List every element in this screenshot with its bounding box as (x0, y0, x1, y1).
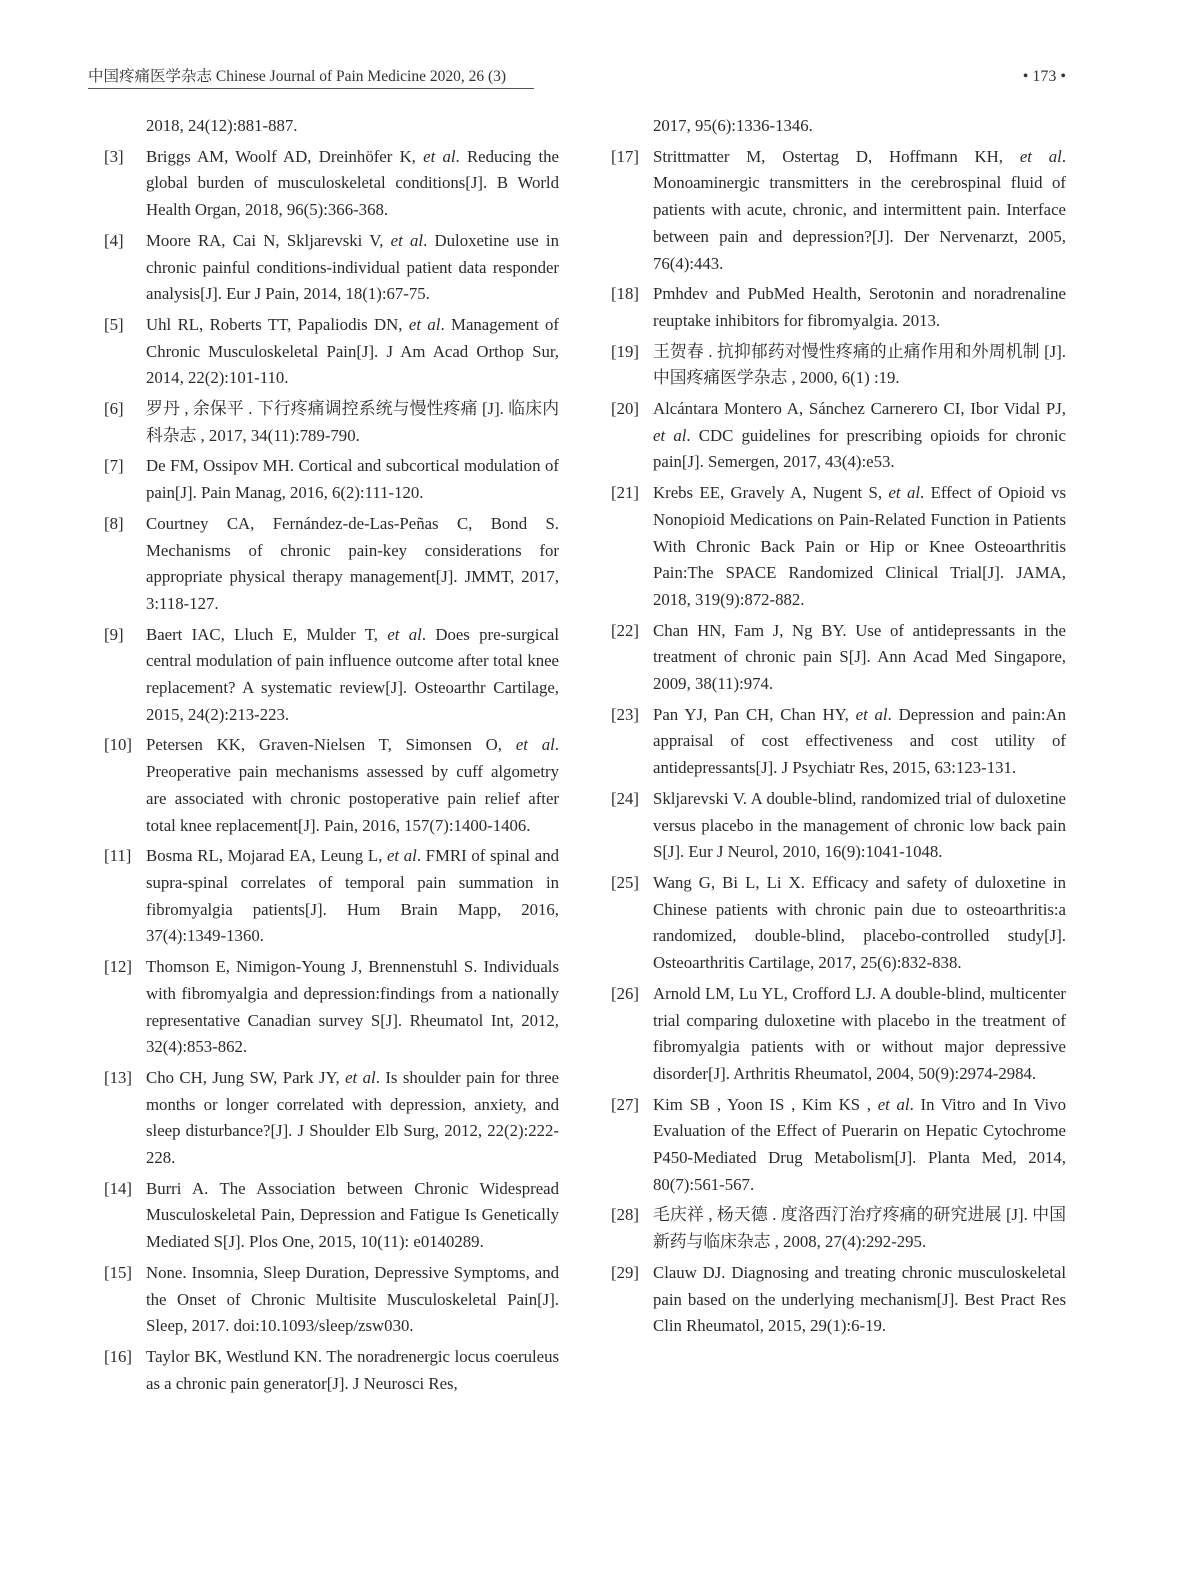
reference-number: [29] (611, 1262, 639, 1282)
reference-text (146, 315, 559, 387)
reference-details: . Effect of Opioid vs Nonopioid Medications on Pain-Related Function in Patients With Chronic Back Pain or Hip or Knee Osteoarthritis Pain:The SPACE Randomized Clinical Trial[J]. JAMA, 2018, 319(9):872-882. (653, 483, 1067, 609)
reference-number: [5] (104, 314, 124, 334)
et-al: et al (387, 624, 422, 644)
reference-text (146, 735, 559, 834)
reference-details: . Is shoulder pain for three months or longer correlated with depression, anxiety, and sleep disturbance?[J]. J Shoulder Elb Surg, 2012, 22(2):222-228. (146, 1067, 560, 1168)
reference-entry (611, 396, 1066, 476)
reference-text: Courtney CA, Fernández-de-Las-Peñas C, Bond S. Mechanisms of chronic pain-key considerations for appropriate physical therapy management[J]. JMMT, 2017, 3:118-127. (146, 513, 559, 613)
reference-entry (611, 618, 1066, 698)
reference-number: [15] (104, 1262, 132, 1282)
reference-entry (611, 1092, 1066, 1199)
reference-authors: Uhl RL, Roberts TT, Papaliodis DN, (146, 314, 409, 334)
reference-details: . Does pre-surgical central modulation of pain influence outcome after total knee replacement? A systematic review[J]. Osteoarthr Cartilage, 2015, 24(2):213-223. (146, 624, 559, 724)
reference-text: Burri A. The Association between Chronic Widespread Musculoskeletal Pain, Depression and Fatigue Is Genetically Mediated S[J]. Plos One, 2015, 10(11): e0140289. (146, 1178, 559, 1252)
reference-authors: Petersen KK, Graven-Nielsen T, Simonsen O, (146, 735, 516, 755)
reference-number: [14] (104, 1178, 132, 1198)
reference-number: [3] (104, 146, 124, 166)
reference-number: [18] (611, 284, 639, 304)
reference-text: Thomson E, Nimigon-Young J, Brennenstuhl S. Individuals with fibromyalgia and depression:findings from a nationally representative Canadian survey S[J]. Rheumatol Int, 2012, 32(4):853-862. (146, 957, 559, 1057)
reference-text (653, 705, 1066, 777)
reference-number: [8] (104, 513, 124, 533)
reference-column-left (104, 113, 559, 1401)
et-al: et al (855, 704, 888, 724)
reference-number: [23] (611, 704, 639, 724)
reference-details: . Reducing the global burden of musculoskeletal conditions[J]. B World Health Organ, 2018, 96(5):366-368. (146, 146, 560, 220)
et-al: et al (390, 230, 424, 250)
reference-continuation (104, 113, 559, 140)
reference-text: Pmhdev and PubMed Health, Serotonin and noradrenaline reuptake inhibitors for fibromyalgia. 2013. (653, 284, 1066, 330)
reference-text (146, 846, 559, 945)
reference-entry (104, 954, 559, 1061)
reference-text: None. Insomnia, Sleep Duration, Depressive Symptoms, and the Onset of Chronic Multisite Musculoskeletal Pain[J]. Sleep, 2017. doi:10.1093/sleep/zsw030. (146, 1262, 559, 1336)
reference-text (146, 147, 559, 219)
page-number: • 173 • (1022, 68, 1066, 85)
reference-continuation (611, 113, 1066, 140)
reference-number: [7] (104, 456, 124, 476)
reference-entry (104, 144, 559, 224)
reference-text: 2017, 95(6):1336-1346. (653, 116, 813, 135)
reference-text (653, 1095, 1066, 1194)
reference-entry (104, 622, 559, 729)
reference-entry (104, 732, 559, 839)
et-al: et al (386, 846, 417, 866)
reference-authors: Strittmatter M, Ostertag D, Hoffmann KH, (653, 146, 1020, 166)
reference-number: [13] (104, 1067, 132, 1087)
reference-entry (104, 453, 559, 506)
reference-authors: Moore RA, Cai N, Skljarevski V, (146, 230, 391, 250)
reference-text: Wang G, Bi L, Li X. Efficacy and safety of duloxetine in Chinese patients with chronic pain due to osteoarthritis:a randomized, double-blind, placebo-controlled study[J]. Osteoarthritis Cartilage, 2017, 25(6):832-838. (653, 872, 1066, 973)
reference-text (653, 399, 1066, 471)
reference-authors: Baert IAC, Lluch E, Mulder T, (146, 624, 388, 644)
et-al: et al (515, 735, 555, 755)
reference-number: [22] (611, 620, 639, 640)
et-al: et al (653, 425, 687, 445)
reference-entry (611, 702, 1066, 782)
reference-number: [25] (611, 872, 639, 892)
reference-number: [6] (104, 399, 124, 419)
reference-number: [10] (104, 735, 132, 755)
reference-authors: Pan YJ, Pan CH, Chan HY, (653, 704, 856, 724)
reference-entry (611, 786, 1066, 866)
reference-entry (104, 228, 559, 308)
reference-entry (611, 339, 1066, 392)
reference-entry (104, 1176, 559, 1256)
reference-entry (611, 870, 1066, 977)
et-al: et al (888, 483, 921, 503)
reference-number: [26] (611, 983, 639, 1003)
et-al: et al (345, 1067, 376, 1087)
running-head: 中国疼痛医学杂志 Chinese Journal of Pain Medicine 2020, 26 (3) (88, 66, 534, 89)
reference-authors: Bosma RL, Mojarad EA, Leung L, (146, 846, 387, 866)
reference-entry (104, 1260, 559, 1340)
reference-number: [24] (611, 788, 639, 808)
reference-number: [19] (611, 341, 639, 361)
reference-details: . Duloxetine use in chronic painful conditions-individual patient data responder analysis[J]. Eur J Pain, 2014, 18(1):67-75. (146, 230, 559, 304)
et-al: et al (423, 146, 456, 166)
reference-text: 2018, 24(12):881-887. (146, 116, 298, 135)
reference-authors: Alcántara Montero A, Sánchez Carnerero CI, Ibor Vidal PJ, (653, 399, 1066, 419)
reference-text (146, 231, 559, 303)
reference-details: . CDC guidelines for prescribing opioids for chronic pain[J]. Semergen, 2017, 43(4):e53. (653, 425, 1066, 472)
et-al: et al (408, 314, 441, 334)
reference-text: 王贺春 . 抗抑郁药对慢性疼痛的止痛作用和外周机制 [J]. 中国疼痛医学杂志 , 2000, 6(1) :19. (653, 341, 1066, 388)
reference-text (653, 147, 1066, 273)
reference-entry (104, 511, 559, 618)
reference-number: [16] (104, 1346, 132, 1366)
reference-number: [11] (104, 846, 132, 866)
reference-entry (611, 480, 1066, 614)
reference-details: . FMRI of spinal and supra-spinal correlates of temporal pain summation in fibromyalgia patients[J]. Hum Brain Mapp, 2016, 37(4):1349-1360. (146, 846, 559, 946)
reference-details: . In Vitro and In Vivo Evaluation of the Effect of Puerarin on Hepatic Cytochrome P450-Mediated Drug Metabolism[J]. Planta Med, 2014, 80(7):561-567. (653, 1094, 1066, 1194)
reference-number: [21] (611, 483, 639, 503)
reference-number: [28] (611, 1205, 639, 1225)
reference-entry (104, 843, 559, 950)
reference-text: 罗丹 , 余保平 . 下行疼痛调控系统与慢性疼痛 [J]. 临床内科杂志 , 2017, 34(11):789-790. (146, 399, 559, 445)
reference-entry (104, 1065, 559, 1172)
reference-authors: Briggs AM, Woolf AD, Dreinhöfer K, (146, 146, 424, 166)
reference-details: . Preoperative pain mechanisms assessed by cuff algometry are associated with chronic postoperative pain relief after total knee replacement[J]. Pain, 2016, 157(7):1400-1406. (146, 735, 559, 835)
reference-text: Clauw DJ. Diagnosing and treating chronic musculoskeletal pain based on the underlying mechanism[J]. Best Pract Res Clin Rheumatol, 2015, 29(1):6-19. (653, 1262, 1066, 1336)
reference-text (146, 1068, 559, 1167)
et-al: et al (1019, 146, 1062, 166)
reference-authors: Kim SB , Yoon IS , Kim KS , (653, 1094, 878, 1114)
reference-details: . Depression and pain:An appraisal of cost effectiveness and cost utility of antidepressants[J]. J Psychiatr Res, 2015, 63:123-131. (653, 704, 1067, 778)
reference-entry (611, 1260, 1066, 1340)
reference-details: . Management of Chronic Musculoskeletal Pain[J]. J Am Acad Orthop Sur, 2014, 22(2):101-110. (146, 314, 559, 388)
reference-text: Arnold LM, Lu YL, Crofford LJ. A double-blind, multicenter trial comparing duloxetine with placebo in the treatment of fibromyalgia patients with or without major depressive disorder[J]. Arthritis Rheumatol, 2004, 50(9):2974-2984. (653, 983, 1066, 1083)
et-al: et al (877, 1094, 910, 1114)
reference-entry (611, 144, 1066, 278)
reference-authors: Cho CH, Jung SW, Park JY, (146, 1067, 346, 1087)
reference-number: [20] (611, 399, 639, 419)
reference-number: [27] (611, 1094, 639, 1114)
reference-text: Chan HN, Fam J, Ng BY. Use of antidepressants in the treatment of chronic pain S[J]. Ann Acad Med Singapore, 2009, 38(11):974. (653, 620, 1066, 694)
reference-entry (611, 281, 1066, 334)
reference-entry (611, 1202, 1066, 1255)
reference-entry (104, 312, 559, 392)
reference-column-right (611, 113, 1066, 1344)
reference-text: Taylor BK, Westlund KN. The noradrenergic locus coeruleus as a chronic pain generator[J]. J Neurosci Res, (146, 1346, 559, 1393)
reference-text: Skljarevski V. A double-blind, randomized trial of duloxetine versus placebo in the management of chronic low back pain S[J]. Eur J Neurol, 2010, 16(9):1041-1048. (653, 788, 1066, 862)
reference-entry (104, 1344, 559, 1397)
reference-authors: Krebs EE, Gravely A, Nugent S, (653, 483, 889, 503)
reference-text (146, 625, 559, 724)
reference-number: [4] (104, 230, 124, 250)
reference-entry (611, 981, 1066, 1088)
reference-text: De FM, Ossipov MH. Cortical and subcortical modulation of pain[J]. Pain Manag, 2016, 6(2):111-120. (146, 456, 559, 503)
reference-number: [9] (104, 624, 124, 644)
reference-number: [17] (611, 146, 639, 166)
reference-text: 毛庆祥 , 杨天德 . 度洛西汀治疗疼痛的研究进展 [J]. 中国新药与临床杂志 , 2008, 27(4):292-295. (653, 1205, 1066, 1252)
reference-text (653, 483, 1066, 609)
reference-number: [12] (104, 957, 132, 977)
reference-details: . Monoaminergic transmitters in the cerebrospinal fluid of patients with acute, chronic, and intermittent pain. Interface between pain and depression?[J]. Der Nervenarzt, 2005, 76(4):443. (653, 146, 1067, 273)
reference-entry (104, 396, 559, 449)
